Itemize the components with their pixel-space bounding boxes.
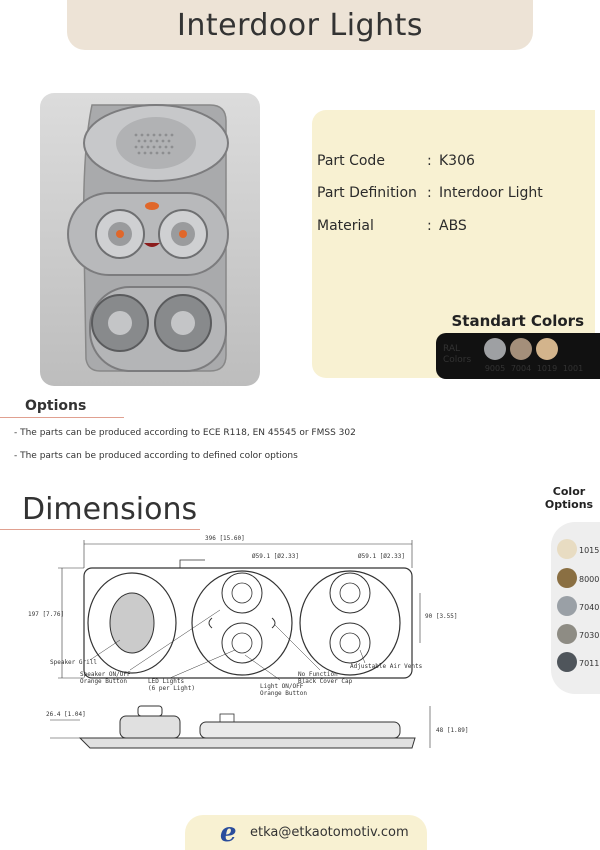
spec-separator: :	[427, 218, 432, 234]
color-code: 7011	[579, 659, 600, 668]
callout-light-button: Light ON/OFF	[260, 683, 304, 690]
spec-value: ABS	[439, 218, 467, 234]
interdoor-light-image	[40, 93, 260, 386]
ral-swatch-7004	[510, 338, 532, 360]
color-code: 1015	[579, 546, 600, 555]
dim-side-depth-2: 48 [1.89]	[436, 727, 469, 734]
page-title: Interdoor Lights	[176, 7, 423, 43]
spec-value: Interdoor Light	[439, 185, 543, 201]
product-photo	[40, 93, 260, 386]
dim-diameter-1: Ø59.1 [Ø2.33]	[252, 553, 299, 560]
ral-swatch-9005	[484, 338, 506, 360]
color-options-title-line1: Color	[552, 485, 586, 498]
standart-colors-title: Standart Colors	[451, 312, 584, 330]
options-title: Options	[25, 398, 87, 414]
ral-label	[443, 344, 471, 366]
color-swatch-1015	[557, 539, 577, 559]
email-link[interactable]: etka@etkaotomotiv.com	[250, 825, 409, 840]
ral-swatch-1001	[562, 338, 584, 360]
spec-label: Part Definition	[317, 185, 417, 201]
callout-no-function-2: Black Cover Cap	[298, 678, 353, 685]
ral-label-line1: RAL	[443, 344, 461, 354]
option-item: - The parts can be produced according to ECE R118, EN 45545 or FMSS 302	[14, 428, 356, 438]
spec-separator: :	[427, 185, 432, 201]
ral-code: 7004	[510, 364, 532, 373]
options-divider	[0, 417, 124, 418]
dimensions-title: Dimensions	[22, 492, 198, 527]
dim-height: 197 [7.76]	[28, 611, 65, 618]
color-swatch-7040	[557, 596, 577, 616]
color-options-title	[538, 485, 600, 511]
etka-logo: e	[220, 818, 237, 848]
spec-value: K306	[439, 153, 475, 169]
color-code: 7030	[579, 631, 600, 640]
color-code: 8000	[579, 575, 600, 584]
ral-code: 1019	[536, 364, 558, 373]
callout-led-lights-2: (6 per Light)	[148, 685, 195, 692]
spec-label: Part Code	[317, 153, 385, 169]
spec-separator: :	[427, 153, 432, 169]
spec-label: Material	[317, 218, 374, 234]
callout-light-button-2: Orange Button	[260, 690, 307, 697]
dim-vent-spacing: 90 [3.55]	[425, 613, 458, 620]
callout-speaker-button: Speaker ON/OFF	[80, 671, 131, 678]
callout-led-lights: LED Lights	[148, 678, 185, 685]
dim-diameter-2: Ø59.1 [Ø2.33]	[358, 553, 405, 560]
dim-overall-width: 396 [15.60]	[205, 535, 245, 542]
callout-speaker-grill: Speaker Grill	[50, 659, 97, 666]
technical-drawing	[20, 530, 470, 785]
ral-swatch-1019	[536, 338, 558, 360]
ral-code: 1001	[562, 364, 584, 373]
color-swatch-7030	[557, 624, 577, 644]
title-banner	[67, 0, 533, 50]
ral-label-line2: Colors	[443, 355, 472, 365]
color-swatch-8000	[557, 568, 577, 588]
color-code: 7040	[579, 603, 600, 612]
callout-speaker-button-2: Orange Button	[80, 678, 127, 685]
dim-side-depth-1: 26.4 [1.04]	[46, 711, 86, 718]
callout-air-vents: Adjustable Air Vents	[350, 663, 423, 670]
ral-code: 9005	[484, 364, 506, 373]
callout-no-function: No Function	[298, 671, 338, 678]
option-item: - The parts can be produced according to defined color options	[14, 451, 298, 461]
color-options-title-line2: Options	[544, 498, 594, 511]
color-swatch-7011	[557, 652, 577, 672]
